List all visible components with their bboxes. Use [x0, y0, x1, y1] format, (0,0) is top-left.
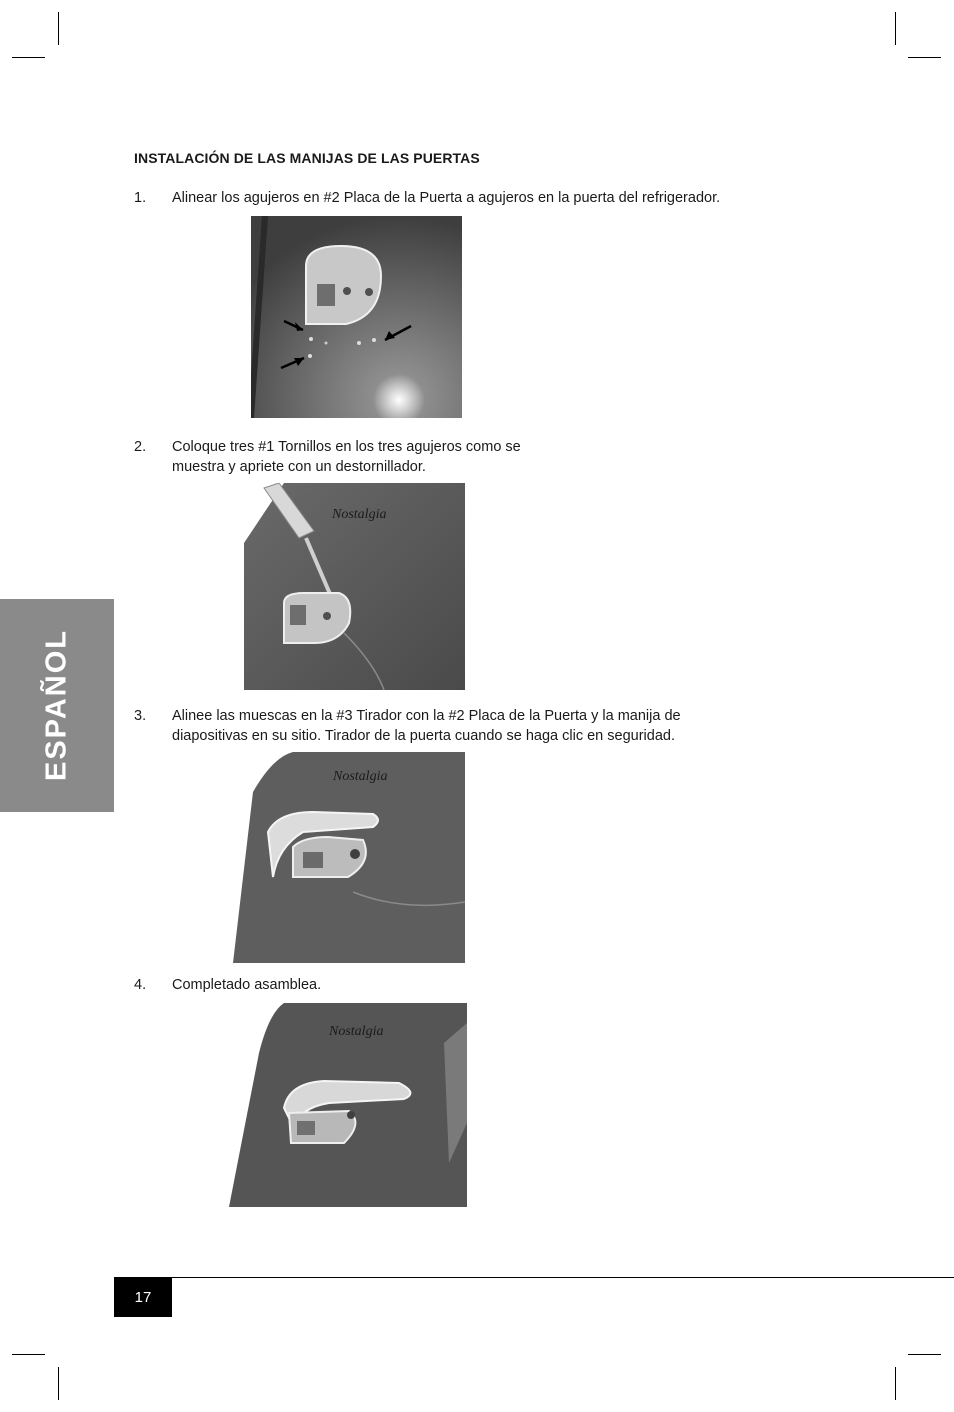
crop-mark	[12, 57, 45, 58]
photo-completed-assembly	[229, 1003, 467, 1207]
language-label: ESPAÑOL	[40, 628, 73, 782]
step-number: 3.	[134, 708, 147, 724]
crop-mark	[58, 1367, 59, 1400]
step-text: Alinee las muescas en la #3 Tirador con la #2 Placa de la Puerta y la manija de diapositivas en su sitio. Tirador de la puerta cuando se haga clic en seguridad.	[172, 708, 681, 744]
svg-text:Nostalgia: Nostalgia	[333, 769, 388, 784]
step-text: Completado asamblea.	[172, 977, 322, 993]
crop-mark	[908, 57, 941, 58]
photo-door-plate-holes	[251, 216, 462, 418]
svg-text:Nostalgia: Nostalgia	[332, 507, 387, 522]
photo-handle-slide	[233, 752, 465, 963]
crop-mark	[895, 1367, 896, 1400]
step-text: Coloque tres #1 Tornillos en los tres agujeros como se muestra y apriete con un destornillador.	[172, 439, 521, 475]
photo-screwdriver	[244, 483, 465, 690]
svg-text:Nostalgia: Nostalgia	[329, 1024, 384, 1039]
step-number: 2.	[134, 439, 147, 455]
language-side-tab	[0, 599, 114, 812]
crop-mark	[58, 12, 59, 45]
footer-rule	[114, 1277, 954, 1278]
page-number: 17	[114, 1278, 172, 1317]
crop-mark	[908, 1354, 941, 1355]
step-number: 4.	[134, 977, 147, 993]
section-heading: INSTALACIÓN DE LAS MANIJAS DE LAS PUERTAS	[134, 150, 480, 166]
crop-mark	[895, 12, 896, 45]
step-number: 1.	[134, 190, 147, 206]
step-text: Alinear los agujeros en #2 Placa de la Puerta a agujeros en la puerta del refrigerador.	[172, 190, 721, 206]
crop-mark	[12, 1354, 45, 1355]
